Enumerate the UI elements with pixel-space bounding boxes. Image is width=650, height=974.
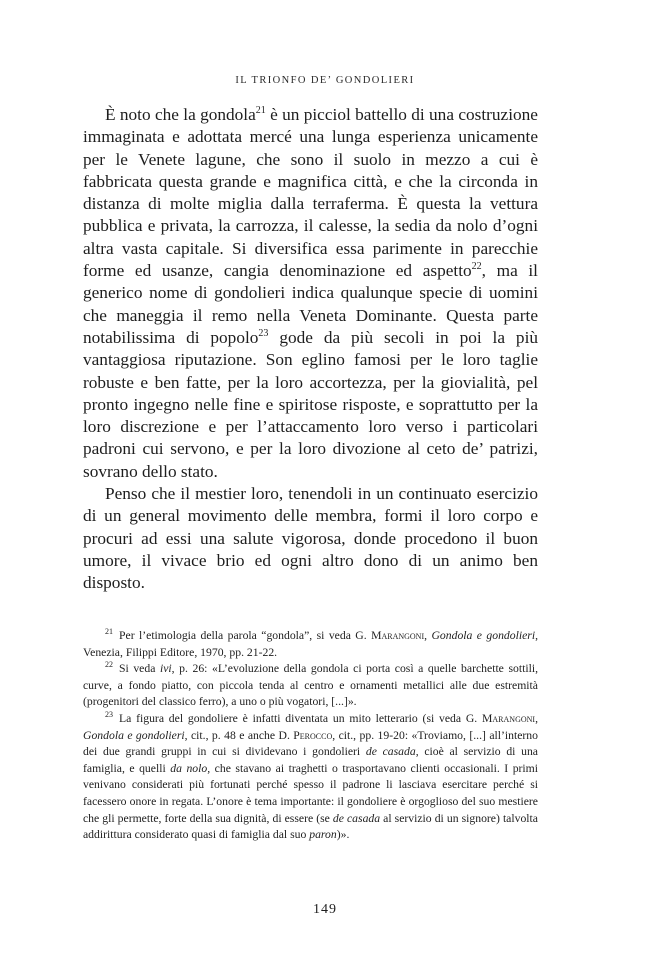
footnote-ref-23: 23 (258, 328, 269, 340)
footnote-22: $^{22}$ Si veda ivi, p. 26: «L’evoluzione della gondola ci porta così a quelle barchette sottili, curve, a fondo piatto, con piccola tenda al centro e ornamenti metallici alle due estremità (progenitori del classico ferro), a uno o più vogatori, [...]». (83, 660, 538, 709)
footnote-number: 22 (105, 660, 113, 670)
footnote-ref-21: 21 (255, 105, 266, 117)
footnotes (83, 628, 538, 844)
footnote-number: 21 (105, 627, 113, 637)
main-text (83, 104, 538, 595)
footnote-ref-22: 22 (471, 261, 482, 273)
footnote-number: 23 (105, 710, 113, 720)
running-head: IL TRIONFO DE’ GONDOLIERI (235, 75, 415, 86)
footnote-23: $^{23}$ La figura del gondoliere è infatti diventata un mito letterario (si veda G. Marangoni, Gondola e gondolieri, cit., p. 48 e anche D. Perocco, cit., pp. 19-20: «Troviamo, [...] all’interno dei due grandi gruppi in cui si dividevano i gondolieri de casada, cioè al servizio di una famiglia, e quelli da nolo, che stavano ai traghetti o trasportavano clienti occasionali. I primi venivano considerati più fortunati perché spesso il padrone li lasciava esercitare perché si facessero onore in regata. L’onore è tema importante: il gondoliere è orgoglioso del suo mestiere che gli permette, forte della sua dignità, di essere (se de casada al servizio di un signore) talvolta addirittura considerato quasi di famiglia dal suo paron)». (83, 710, 539, 842)
footnote-21: $^{21}$ Per l’etimologia della parola “gondola”, si veda G. Marangoni, Gondola e gondolieri, Venezia, Filippi Editore, 1970, pp. 21-22. (83, 627, 538, 659)
paragraph-1: È noto che la gondola$^{21}$ è un picciol battello di una costruzione immaginata e adottata mercé una lunga esperienza unicamente per le Venete lagune, che sono il suolo in mezzo a cui è fabbricata questa grande e magnifica città, e che la circonda in distanza di molte miglia dalla terraferma. È questa la vettura pubblica e privata, la carrozza, il calesse, la sedia da nolo d’ogni altra vasta capitale. Si diversifica essa parimente in parecchie forme ed usanze, cangia denominazione ed aspetto$^{22}$, ma il generico nome di gondolieri indica qualunque specie di uomini che maneggia il remo nella Veneta Dominante. Questa parte notabilissima di popolo$^{23}$ gode da più secoli in poi la più vantaggiosa riputazione. Son eglino famosi per le loro taglie robuste e ben fatte, per la loro accortezza, per la giovialità, pel pronto ingegno nelle fine e spiritose risposte, e soprattutto per la loro discrezione e per l’attaccamento loro verso i particolari padroni cui servono, e per la loro divozione al ceto de’ patrizi, sovrano dello stato. (83, 105, 539, 481)
paragraph-2: Penso che il mestier loro, tenendoli in un continuato esercizio di un general movimento delle membra, formi il loro corpo e procuri ad essi una salute vigorosa, donde procedono il buon umore, il vivace brio ed ogni altro dono di un animo ben disposto. (83, 484, 538, 593)
page-number: 149 (313, 902, 337, 917)
